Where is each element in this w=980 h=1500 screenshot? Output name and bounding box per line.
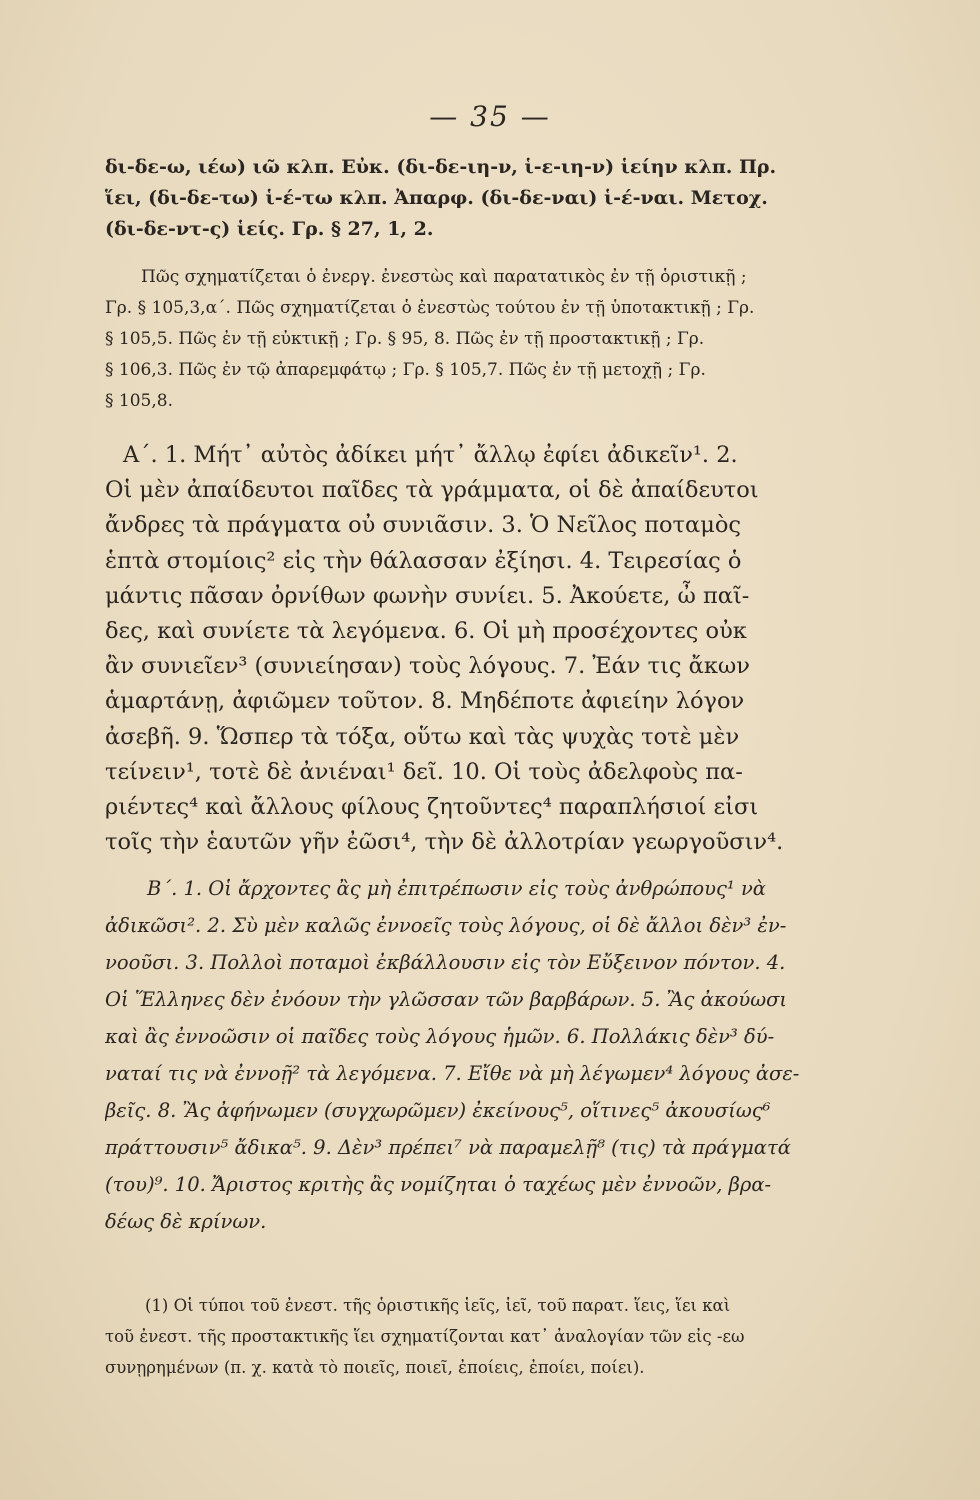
- footnote: [105, 1290, 880, 1383]
- text-line: ἑπτὰ στομίοις² εἰς τὴν θάλασσαν ἐξίησι. 4. Τειρεσίας ὁ: [105, 547, 742, 574]
- text-line: (δι-δε-ντ-ς) ἱείς. Γρ. § 27, 1, 2.: [105, 218, 434, 240]
- exercise-section-a: [105, 438, 880, 860]
- text-line: § 105,8.: [105, 391, 173, 411]
- text-line: πράττουσιν⁵ ἄδικα⁵. 9. Δὲν³ πρέπει⁷ νὰ παραμελῇ⁸ (τις) τὰ πράγματά: [105, 1136, 791, 1159]
- page-number: — 35 —: [429, 100, 551, 133]
- footnote-line: τοῦ ἐνεστ. τῆς προστακτικῆς ἵει σχηματίζονται κατ᾽ ἀναλογίαν τῶν εἰς -εω: [105, 1327, 745, 1346]
- text-line: (του)⁹. 10. Ἄριστος κριτὴς ἂς νομίζηται ὁ ταχέως μὲν ἐννοῶν, βρα-: [105, 1173, 772, 1196]
- text-line: Οἱ Ἕλληνες δὲν ἐνόουν τὴν γλῶσσαν τῶν βαρβάρων. 5. Ἂς ἀκούωσι: [105, 988, 788, 1011]
- text-line: δέως δὲ κρίνων.: [105, 1210, 267, 1233]
- exercise-section-b: [105, 870, 880, 1240]
- text-line: μάντις πᾶσαν ὀρνίθων φωνὴν συνίει. 5. Ἀκούετε, ὦ παῖ-: [105, 582, 750, 609]
- text-line: τοῖς τὴν ἑαυτῶν γῆν ἐῶσι⁴, τὴν δὲ ἀλλοτρίαν γεωργοῦσιν⁴.: [105, 829, 784, 856]
- text-line: ἄνδρες τὰ πράγματα οὐ συνιᾶσιν. 3. Ὁ Νεῖλος ποταμὸς: [105, 512, 741, 539]
- footnote-line: συνῃρημένων (π. χ. κατὰ τὸ ποιεῖς, ποιεῖ, ἐποίεις, ἐποίει, ποίει).: [105, 1358, 645, 1377]
- text-line: δι-δε-ω, ιέω) ιῶ κλπ. Εὐκ. (δι-δε-ιη-ν, ἱ-ε-ιη-ν) ἱείην κλπ. Πρ.: [105, 156, 777, 178]
- text-line: ἀσεβῆ. 9. Ὥσπερ τὰ τόξα, οὕτω καὶ τὰς ψυχὰς τοτὲ μὲν: [105, 723, 740, 750]
- questions-paragraph: [105, 262, 880, 417]
- text-line: Οἱ μὲν ἀπαίδευτοι παῖδες τὰ γράμματα, οἱ δὲ ἀπαίδευτοι: [105, 477, 759, 504]
- text-line: ναταί τις νὰ ἐννοῇ² τὰ λεγόμενα. 7. Εἴθε νὰ μὴ λέγωμεν⁴ λόγους ἀσε-: [105, 1062, 800, 1085]
- text-line: καὶ ἂς ἐννοῶσιν οἱ παῖδες τοὺς λόγους ἡμῶν. 6. Πολλάκις δὲν³ δύ-: [105, 1025, 775, 1048]
- text-line: ἁμαρτάνῃ, ἀφιῶμεν τοῦτον. 8. Μηδέποτε ἀφιείην λόγον: [105, 688, 745, 715]
- text-line: ἵει, (δι-δε-τω) ἱ-έ-τω κλπ. Ἀπαρφ. (δι-δε-ναι) ἱ-έ-ναι. Μετοχ.: [105, 187, 768, 209]
- text-line: Γρ. § 105,3,α΄. Πῶς σχηματίζεται ὁ ἐνεστὼς τούτου ἐν τῇ ὑποτακτικῇ ; Γρ.: [105, 298, 755, 318]
- text-line: τείνειν¹, τοτὲ δὲ ἀνιέναι¹ δεῖ. 10. Οἱ τοὺς ἀδελφοὺς πα-: [105, 758, 743, 785]
- text-line: ἀδικῶσι². 2. Σὺ μὲν καλῶς ἐννοεῖς τοὺς λόγους, οἱ δὲ ἄλλοι δὲν³ ἐν-: [105, 914, 787, 937]
- text-line: δες, καὶ συνίετε τὰ λεγόμενα. 6. Οἱ μὴ προσέχοντες οὐκ: [105, 617, 747, 644]
- text-line: § 106,3. Πῶς ἐν τῷ ἀπαρεμφάτῳ ; Γρ. § 105,7. Πῶς ἐν τῇ μετοχῇ ; Γρ.: [105, 360, 706, 380]
- text-line: Πῶς σχηματίζεται ὁ ἐνεργ. ἐνεστὼς καὶ παρατατικὸς ἐν τῇ ὁριστικῇ ;: [141, 267, 747, 287]
- text-line: Α΄. 1. Μήτ᾽ αὐτὸς ἀδίκει μήτ᾽ ἄλλῳ ἐφίει ἀδικεῖν¹. 2.: [123, 442, 738, 468]
- text-line: νοοῦσι. 3. Πολλοὶ ποταμοὶ ἐκβάλλουσιν εἰς τὸν Εὔξεινον πόντον. 4.: [105, 951, 786, 974]
- text-line: ριέντες⁴ καὶ ἄλλους φίλους ζητοῦντες⁴ παραπλήσιοί εἰσι: [105, 793, 759, 820]
- text-line: βεῖς. 8. Ἂς ἀφήνωμεν (συγχωρῶμεν) ἐκείνους⁵, οἵτινες⁵ ἀκουσίως⁶: [105, 1099, 771, 1122]
- text-line: ἂν συνιεῖεν³ (συνιείησαν) τοὺς λόγους. 7. Ἐάν τις ἄκων: [105, 653, 750, 680]
- footnote-line: (1) Οἱ τύποι τοῦ ἐνεστ. τῆς ὁριστικῆς ἱεῖς, ἱεῖ, τοῦ παρατ. ἵεις, ἵει καὶ: [145, 1296, 731, 1315]
- intro-paragraph: [105, 152, 880, 245]
- text-line: § 105,5. Πῶς ἐν τῇ εὐκτικῇ ; Γρ. § 95, 8. Πῶς ἐν τῇ προστακτικῇ ; Γρ.: [105, 329, 705, 349]
- text-line: Β΄. 1. Οἱ ἄρχοντες ἂς μὴ ἐπιτρέπωσιν εἰς τοὺς ἀνθρώπους¹ νὰ: [147, 877, 766, 900]
